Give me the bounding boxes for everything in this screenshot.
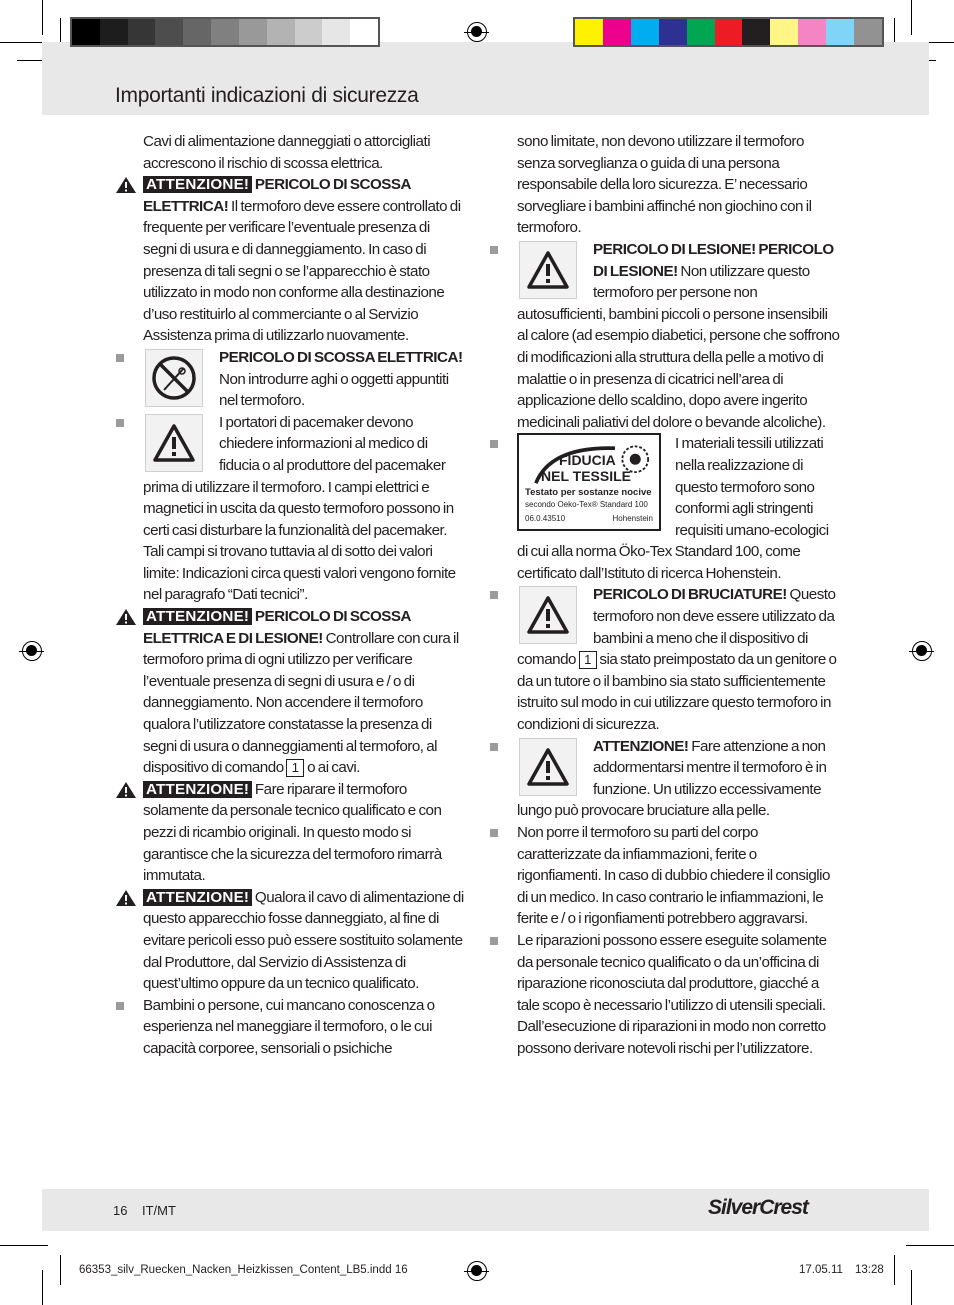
- warning-text: Fare riparare il termoforo solamente da personale tecnico qualificato e con pezzi di ricambio originali. In questo modo si garantisce che la sicurezza del termoforo rimarrà immutata.: [143, 780, 442, 885]
- control-key-label: 1: [286, 759, 304, 777]
- color-swatch: [826, 19, 854, 45]
- paragraph-text: sono limitate, non devono utilizzare il termoforo senza sorveglianza o guida di una persona responsabile della loro sicurezza. E’ necessario sorvegliare i bambini affinché non giochino con il termoforo.: [517, 133, 812, 237]
- color-swatch: [350, 19, 378, 45]
- warning-icon: [115, 608, 137, 626]
- logo-text: Hohenstein: [612, 514, 653, 524]
- bullet-text: Non porre il termoforo su parti del corpo caratterizzate da infiammazioni, ferite o rigonfiamenti. In caso di dubbio chiedere il consiglio di un medico. In caso contrario le infiammazioni, le ferite e / o i rigonfiamenti potrebbero aggravarsi.: [517, 824, 830, 928]
- bullet-heading: ATTENZIONE!: [593, 737, 689, 755]
- color-swatch: [211, 19, 239, 45]
- grayscale-bar: [70, 17, 380, 47]
- attention-badge: ATTENZIONE!: [143, 608, 252, 625]
- warning-triangle-icon: [519, 738, 577, 796]
- warning-block: [143, 887, 466, 995]
- warning-text: Qualora il cavo di alimentazione di questo apparecchio fosse danneggiato, al fine di evitare pericoli esso può essere sostituito solamente dal Produttore, dal Servizio di Assistenza di quest’ultimo oppure da un tecnico qualificato.: [143, 888, 464, 993]
- logo-text: secondo Oeko-Tex® Standard 100: [525, 500, 648, 510]
- warning-triangle-icon: [519, 586, 577, 644]
- color-swatch: [128, 19, 156, 45]
- warning-triangle-icon: [519, 241, 577, 299]
- color-swatch: [742, 19, 770, 45]
- bullet-icon: [116, 1002, 124, 1010]
- bullet-text: Non introdurre aghi o oggetti appuntiti nel termoforo.: [219, 370, 449, 410]
- registration-mark-icon: [22, 641, 42, 661]
- slug-time: 13:28: [855, 1264, 884, 1276]
- bullet-item: [143, 412, 466, 606]
- logo-text: Testato per sostanze nocive: [525, 487, 652, 499]
- logo-text: 06.0.43510: [525, 514, 566, 524]
- bullet-item: [517, 584, 840, 735]
- color-swatch: [798, 19, 826, 45]
- warning-block: [143, 174, 466, 347]
- oeko-tex-logo: [517, 433, 661, 531]
- page-number: 16: [113, 1203, 128, 1218]
- left-column: [143, 131, 466, 1060]
- paragraph-text: Cavi di alimentazione danneggiati o attorcigliati accrescono il rischio di scossa elettrica.: [143, 133, 431, 172]
- color-swatch: [575, 19, 603, 45]
- warning-text: Controllare con cura il termoforo prima di ogni utilizzo per verificare l’eventuale presenza di segni di usura e / o di danneggiamento. Non accendere il termoforo qualora l’utilizzatore constatasse la presenza di segni di usura o danneggiamenti al termoforo, al dispositivo di comando: [143, 629, 459, 777]
- warning-heading: PERICOLO DI SCOSSA ELETTRICA!: [143, 176, 411, 215]
- bullet-item: [143, 347, 466, 412]
- bullet-item: [517, 736, 840, 822]
- color-swatch: [267, 19, 295, 45]
- color-swatch: [183, 19, 211, 45]
- slug-filename: 66353_silv_Ruecken_Nacken_Heizkissen_Content_LB5.indd 16: [79, 1264, 408, 1276]
- warning-text: o ai cavi.: [304, 759, 361, 777]
- bullet-icon: [490, 743, 498, 751]
- right-column: [517, 131, 840, 1060]
- attention-badge: ATTENZIONE!: [143, 781, 252, 798]
- color-swatch: [659, 19, 687, 45]
- bullet-text: Le riparazioni possono essere eseguite solamente da personale tecnico qualificato o da un’officina di riparazione riconosciuta dal produttore, giacché a tale scopo è necessario l’utilizzo di utensili speciali. Dall’esecuzione di riparazioni in modo non corretto possono derivare notevoli rischi per l’utilizzatore.: [517, 931, 827, 1057]
- bullet-item: [517, 930, 840, 1060]
- color-swatch: [100, 19, 128, 45]
- bullet-icon: [490, 246, 498, 254]
- bullet-icon: [490, 440, 498, 448]
- warning-triangle-icon: [145, 414, 203, 472]
- control-key-label: 1: [579, 651, 597, 669]
- warning-icon: [115, 176, 137, 194]
- color-swatch: [322, 19, 350, 45]
- color-swatch: [603, 19, 631, 45]
- color-swatch: [854, 19, 882, 45]
- attention-badge: ATTENZIONE!: [143, 889, 252, 906]
- bullet-icon: [116, 419, 124, 427]
- page-title: Importanti indicazioni di sicurezza: [115, 84, 419, 107]
- bullet-item: [143, 995, 466, 1060]
- warning-heading: PERICOLO DI SCOSSA ELETTRICA E DI LESIONE!: [143, 608, 411, 647]
- language-code: IT/MT: [142, 1203, 176, 1218]
- bullet-item: [517, 433, 840, 584]
- color-swatch: [295, 19, 323, 45]
- bullet-text: Non utilizzare questo termoforo per persone non autosufficienti, bambini piccoli o persone insensibili al calore (ad esempio diabetici, persone che soffrono di modificazioni alla struttura della pelle a motivo di malattie o in presenza di cicatrici nell’area di applicazione dello scaldino, dopo avere ingerito medicinali paliativi del dolore o bevande alcoliche).: [517, 262, 840, 431]
- attention-badge: ATTENZIONE!: [143, 176, 252, 193]
- brand-logo: SilverCrest: [708, 1196, 808, 1219]
- paragraph: [517, 131, 840, 239]
- bullet-text: sia stato preimpostato da un genitore o da un tutore o il bambino sia stato sufficientemente istruito sul modo in cui utilizzare questo termoforo in condizioni di sicurezza.: [517, 651, 837, 734]
- color-swatch: [631, 19, 659, 45]
- color-swatch: [715, 19, 743, 45]
- paragraph: [143, 131, 466, 174]
- bullet-text: I materiali tessili utilizzati nella realizzazione di questo termoforo sono conformi agli stringenti requisiti umano-ecologici di cui alla norma Öko-Tex Standard 100, come certificato dall’Istituto di ricerca Hohenstein.: [517, 435, 829, 582]
- no-needles-icon: [145, 349, 203, 407]
- bullet-text: Fare attenzione a non addormentarsi mentre il termoforo è in funzione. Un utilizzo eccessivamente lungo può provocare bruciature alla pelle.: [517, 737, 827, 820]
- bullet-item: [517, 239, 840, 433]
- warning-block: [143, 606, 466, 779]
- logo-text: FIDUCIA: [559, 452, 616, 469]
- slug-date: 17.05.11: [799, 1264, 843, 1276]
- bullet-icon: [490, 937, 498, 945]
- bullet-text: I portatori di pacemaker devono chiedere informazioni al medico di fiducia o al produttore del pacemaker prima di utilizzare il termoforo. I campi elettrici e magnetici in uscita da questo termoforo possono in certi casi disturbare la funzionalità del pacemaker. Tali campi si trovano tuttavia al di sotto dei valori limite: Indicazioni circa questi valori vengono fornite nel paragrafo “Dati tecnici”.: [143, 413, 456, 604]
- bullet-icon: [116, 354, 124, 362]
- logo-text: NEL TESSILE: [541, 468, 631, 485]
- color-swatch: [687, 19, 715, 45]
- color-swatch: [239, 19, 267, 45]
- warning-icon: [115, 781, 137, 799]
- color-swatch: [770, 19, 798, 45]
- registration-mark-icon: [467, 22, 487, 42]
- bullet-heading: PERICOLO DI SCOSSA ELETTRICA!: [219, 348, 463, 366]
- bullet-text: Questo termoforo non deve essere utilizzato da bambini a meno che il dispositivo di comando: [517, 586, 836, 669]
- bullet-heading: PERICOLO DI BRUCIATURE!: [593, 586, 787, 604]
- registration-mark-icon: [912, 641, 932, 661]
- registration-mark-icon: [467, 1261, 487, 1281]
- color-swatch: [155, 19, 183, 45]
- bullet-item: [517, 822, 840, 930]
- warning-icon: [115, 889, 137, 907]
- bullet-icon: [490, 591, 498, 599]
- warning-text: Il termoforo deve essere controllato di frequente per verificare l’eventuale presenza di segni di usura e di danneggiamento. In caso di presenza di tali segni o se l’apparecchio è stato utilizzato in modo non conforme alla destinazione d’uso restituirlo al commerciante o al Servizio Assistenza prima di utilizzarlo nuovamente.: [143, 197, 461, 345]
- warning-block: [143, 779, 466, 887]
- color-swatch: [72, 19, 100, 45]
- bullet-icon: [490, 829, 498, 837]
- bullet-text: Bambini o persone, cui mancano conoscenza o esperienza nel maneggiare il termoforo, o le cui capacità corporee, sensoriali o psichiche: [143, 996, 435, 1057]
- color-bar: [573, 17, 884, 47]
- bullet-heading: PERICOLO DI LESIONE! PERICOLO DI LESIONE!: [593, 240, 834, 280]
